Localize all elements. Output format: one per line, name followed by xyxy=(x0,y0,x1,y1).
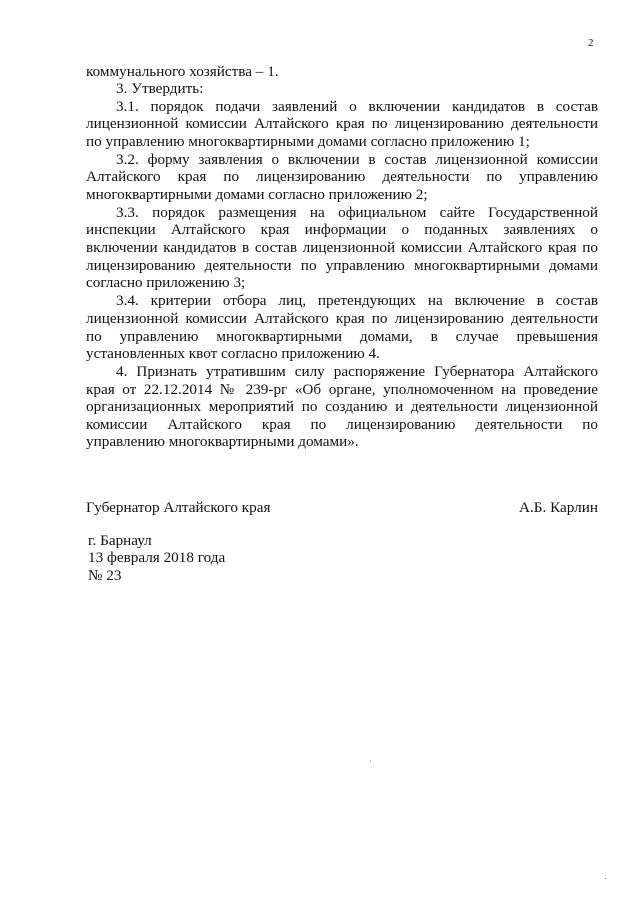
scan-speck xyxy=(370,760,371,761)
item-3-4-line: 3.4. критерии отбора лиц, претендующих на включение в состав xyxy=(116,292,598,309)
text-line: включении кандидатов в состав лицензионной комиссии Алтайского края по xyxy=(86,239,598,256)
item-3-3-line: 3.3. порядок размещения на официальном сайте Государственной xyxy=(116,204,598,221)
text-line: лицензионной комиссии Алтайского края по лицензированию деятельности xyxy=(86,310,598,327)
text-line: по управлению многоквартирными домами, в случае превышения xyxy=(86,328,598,345)
text-line: организационных мероприятий по созданию и деятельности лицензионной xyxy=(86,398,598,415)
item-3-1-line: 3.1. порядок подачи заявлений о включении кандидатов в состав xyxy=(116,98,598,115)
issue-place: г. Барнаул xyxy=(88,532,152,549)
text-line: Алтайского края по лицензированию деятельности по управлению xyxy=(86,168,598,185)
signatory-name: А.Б. Карлин xyxy=(519,499,598,516)
text-line: установленных квот согласно приложению 4. xyxy=(86,345,380,362)
item-3-heading: 3. Утвердить: xyxy=(116,80,204,97)
text-line: коммунального хозяйства – 1. xyxy=(86,63,279,80)
signatory-position: Губернатор Алтайского края xyxy=(86,499,271,516)
text-line: согласно приложению 3; xyxy=(86,274,246,291)
scan-speck xyxy=(605,878,606,879)
text-line: многоквартирными домами согласно приложению 2; xyxy=(86,186,428,203)
text-line: лицензионной комиссии Алтайского края по лицензированию деятельности xyxy=(86,115,598,132)
text-line: инспекции Алтайского края информации о поданных заявлениях о xyxy=(86,221,598,238)
issue-number: № 23 xyxy=(88,567,122,584)
text-line: комиссии Алтайского края по лицензированию деятельности по xyxy=(86,416,598,433)
issue-date: 13 февраля 2018 года xyxy=(88,549,226,566)
text-line: по управлению многоквартирными домами согласно приложению 1; xyxy=(86,133,530,150)
item-4-line: 4. Признать утратившим силу распоряжение Губернатора Алтайского xyxy=(116,363,598,380)
text-line: лицензированию деятельности по управлению многоквартирными домами xyxy=(86,257,598,274)
text-line: управлению многоквартирными домами». xyxy=(86,433,359,450)
text-line: края от 22.12.2014 № 239-рг «Об органе, уполномоченном на проведение xyxy=(86,381,598,398)
item-3-2-line: 3.2. форму заявления о включении в состав лицензионной комиссии xyxy=(116,151,598,168)
page-number: 2 xyxy=(588,37,594,49)
